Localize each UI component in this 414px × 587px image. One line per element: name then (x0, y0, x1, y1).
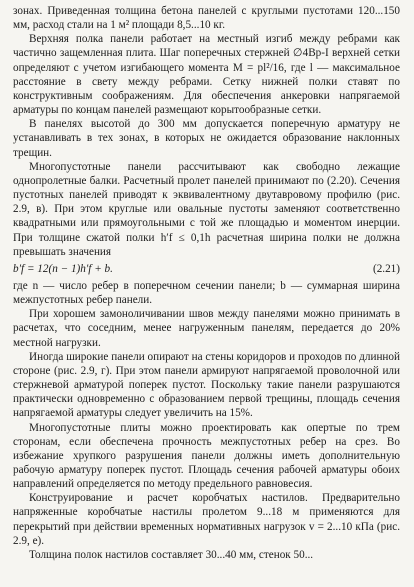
equation-formula: b′f = 12(n − 1)h′f + b. (13, 262, 113, 275)
paragraph-2: Верхняя полка панели работает на местный изгиб между ребрами как частично защемленная плита. Шаг поперечных стержней ∅4Вр-I верхней сетки определяют с учетом изгибающего момента M = pl²/16, где l — максимальное расстояние в свету между ребрами. Сетку нижней полки ставят по конструктивным соображениям. Для обеспечения анкеровки напрягаемой арматуры по концам панелей размещают корытообразные сетки. (13, 33, 400, 117)
paragraph-3: В панелях высотой до 300 мм допускается поперечную арматуру не устанавливать в тех зонах, в которых не ожидается образование наклонных трещин. (13, 118, 400, 159)
paragraph-4: Многопустотные панели рассчитывают как свободно лежащие однопролетные балки. Расчетный пролет панелей принимают по (2.20). Сечения пустотных панелей приводят к эквивалентному двутавровому профилю (рис. 2.9, в). При этом круглые или овальные пустоты заменяют соответственно квадратными или прямоугольными с той же площадью и моментом инерции. При толщине сжатой полки h′f ≤ 0,1h расчетная ширина полки не должна превышать значения (13, 160, 400, 258)
paragraph-5: где n — число ребер в поперечном сечении панели; b — суммарная ширина межпустотных ребер панели. (13, 279, 400, 307)
paragraph-6: При хорошем замоноличивании швов между панелями можно принимать в расчетах, что соседним, менее нагруженным панелям, передается до 20% местной нагрузки. (13, 308, 400, 349)
paragraph-9: Конструирование и расчет коробчатых настилов. Предварительно напряженные коробчатые настилы пролетом 9...18 м применяются для перекрытий при действии временных нормативных нагрузок v = 2...10 кПа (рис. 2.9, е). (13, 492, 400, 547)
equation-2-21 (13, 262, 400, 276)
paragraph-10: Толщина полок настилов составляет 30...40 мм, стенок 50... (29, 548, 314, 561)
equation-number: (2.21) (372, 262, 400, 275)
paragraph-7: Иногда широкие панели опирают на стены коридоров и проходов по длинной стороне (рис. 2.9, г). При этом панели армируют напрягаемой проволочной или стержневой арматурой поперек пустот. Поскольку такие панели разрушаются практически одновременно с образованием первой трещины, площадь сечения напрягаемой арматуры следует увеличить на 15%. (13, 350, 400, 420)
paragraph-1: зонах. Приведенная толщина бетона панелей с круглыми пустотами 120...150 мм, расход стали на 1 м² площади 8,5...10 кг. (13, 5, 400, 32)
paragraph-8: Многопустотные плиты можно проектировать как опертые по трем сторонам, если обеспечена прочность межпустотных ребер на срез. Во избежание хрупкого разрушения панели должны иметь дополнительную рабочую арматуру поперек пустот. Площадь сечения рабочей арматуры обоих направлений определяется по методу предельного равновесия. (13, 421, 400, 491)
